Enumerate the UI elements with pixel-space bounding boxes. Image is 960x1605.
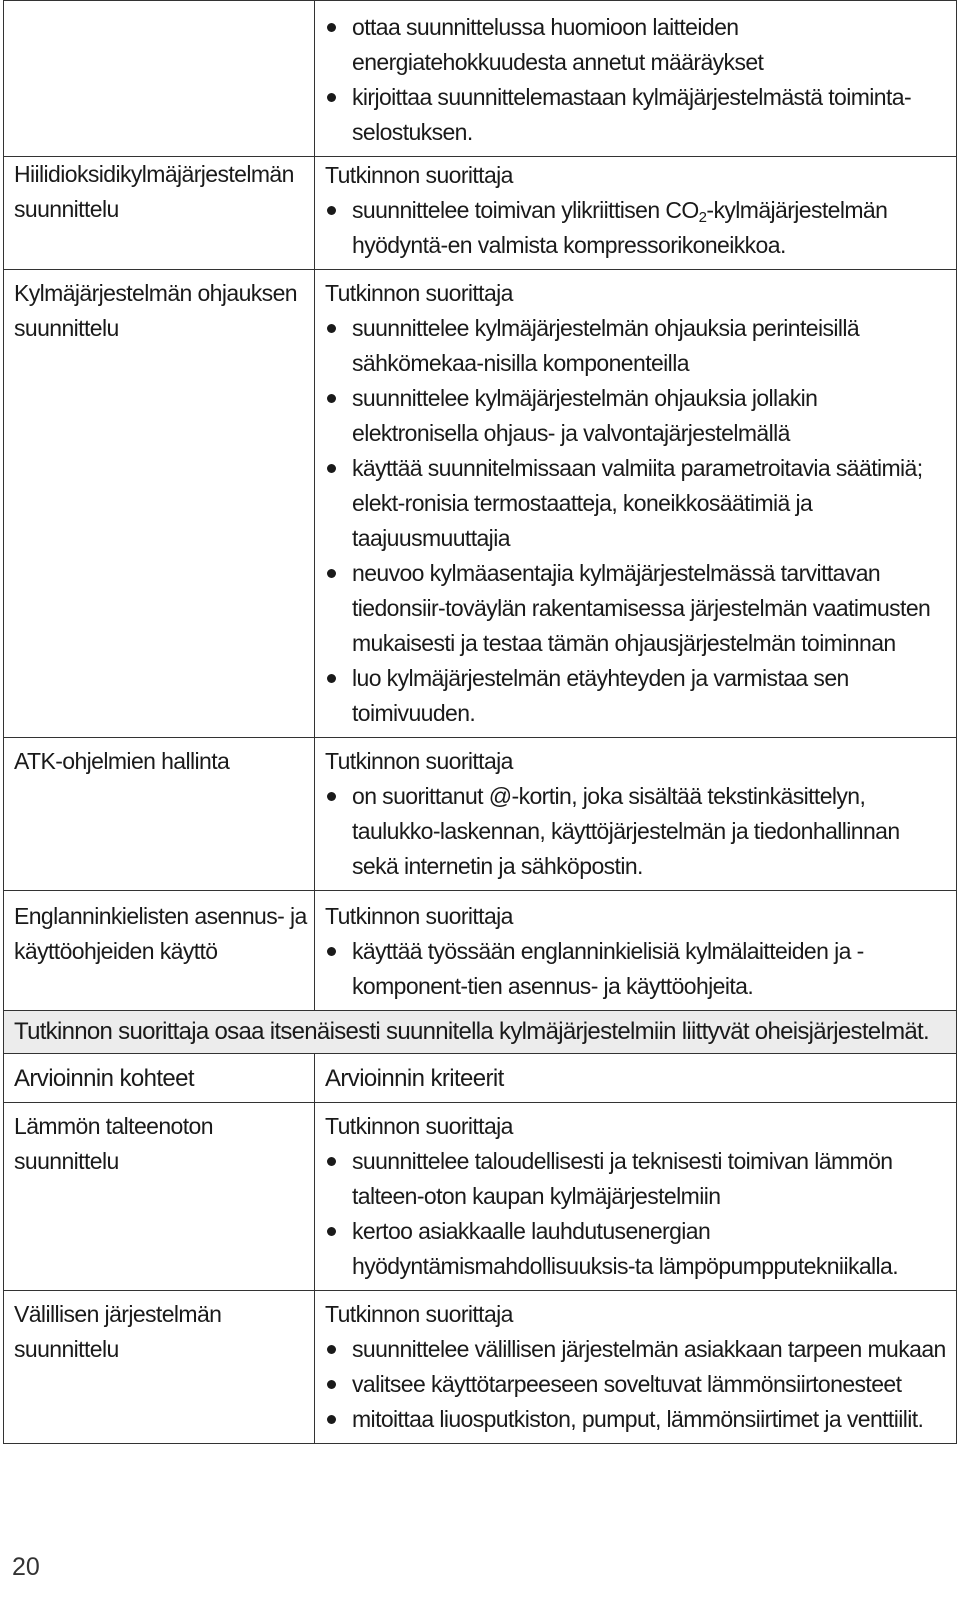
assessment-criteria-cell	[315, 1291, 957, 1444]
assessment-criteria-cell	[315, 891, 957, 1011]
criteria-list	[325, 1144, 948, 1284]
table-row	[4, 270, 957, 738]
criteria-heading: Tutkinnon suorittaja	[325, 162, 513, 188]
assessment-target-label: Välillisen järjestelmän suunnittelu	[14, 1301, 222, 1362]
table-row	[4, 891, 957, 1011]
list-item: suunnittelee taloudellisesti ja teknisesti toimivan lämmön talteen-oton kaupan kylmäjärjestelmiin	[325, 1144, 948, 1214]
page-number: 20	[12, 1553, 40, 1581]
column-header-row	[4, 1054, 957, 1103]
assessment-target-cell	[4, 891, 315, 1011]
list-item: kertoo asiakkaalle lauhdutusenergian hyödyntämismahdollisuuksis-ta lämpöpumpputekniikalla.	[325, 1214, 948, 1284]
list-item: luo kylmäjärjestelmän etäyhteyden ja varmistaa sen toimivuuden.	[325, 661, 948, 731]
list-item: käyttää suunnitelmissaan valmiita parametroitavia säätimiä; elekt-ronisia termostaatteja, koneikkosäätimiä ja taajuusmuuttajia	[325, 451, 948, 556]
criteria-heading: Tutkinnon suorittaja	[325, 748, 513, 774]
list-item: suunnittelee välillisen järjestelmän asiakkaan tarpeen mukaan	[325, 1332, 948, 1367]
co2-subscript: 2	[698, 209, 707, 226]
assessment-target-cell	[4, 738, 315, 891]
column-header-criteria: Arvioinnin kriteerit	[315, 1054, 957, 1103]
assessment-target-cell	[4, 157, 315, 270]
list-item: mitoittaa liuosputkiston, pumput, lämmönsiirtimet ja venttiilit.	[325, 1402, 948, 1437]
list-item: on suorittanut @-kortin, joka sisältää tekstinkäsittelyn, taulukko-laskennan, käyttöjärjestelmän ja tiedonhallinnan sekä internetin ja sähköpostin.	[325, 779, 948, 884]
criteria-document	[3, 0, 956, 1444]
criteria-list	[325, 1332, 948, 1437]
assessment-target-label: ATK-ohjelmien hallinta	[14, 748, 230, 774]
list-item: käyttää työssään englanninkielisiä kylmälaitteiden ja -komponent-tien asennus- ja käyttöohjeita.	[325, 934, 948, 1004]
table-row	[4, 738, 957, 891]
criteria-list	[325, 934, 948, 1004]
criteria-list	[325, 779, 948, 884]
assessment-criteria-cell	[315, 1, 957, 157]
list-item: kirjoittaa suunnittelemastaan kylmäjärjestelmästä toiminta-selostuksen.	[325, 80, 948, 150]
assessment-criteria-cell	[315, 270, 957, 738]
table-row	[4, 1103, 957, 1291]
criteria-heading: Tutkinnon suorittaja	[325, 903, 513, 929]
column-header-targets: Arvioinnin kohteet	[4, 1054, 315, 1103]
criteria-list	[325, 193, 948, 263]
assessment-table	[3, 0, 957, 1444]
list-item: neuvoo kylmäasentajia kylmäjärjestelmässä tarvittavan tiedonsiir-toväylän rakentamisessa järjestelmän vaatimusten mukaisesti ja testaa tämän ohjausjärjestelmän toiminnan	[325, 556, 948, 661]
assessment-target-label: Lämmön talteenoton suunnittelu	[14, 1113, 213, 1174]
table-row	[4, 157, 957, 270]
list-item: suunnittelee kylmäjärjestelmän ohjauksia jollakin elektronisella ohjaus- ja valvontajärjestelmällä	[325, 381, 948, 451]
section-title-row	[4, 1011, 957, 1054]
assessment-target-cell	[4, 1, 315, 157]
assessment-criteria-cell	[315, 1103, 957, 1291]
list-item	[325, 193, 948, 263]
assessment-criteria-cell	[315, 157, 957, 270]
criteria-list	[325, 10, 948, 150]
assessment-target-cell	[4, 270, 315, 738]
list-item: valitsee käyttötarpeeseen soveltuvat lämmönsiirtonesteet	[325, 1367, 948, 1402]
table-row	[4, 1291, 957, 1444]
assessment-target-label: Hiilidioksidikylmäjärjestelmän suunnittelu	[14, 161, 294, 222]
table-row	[4, 1, 957, 157]
co2-item-text: suunnittelee toimivan ylikriittisen CO	[352, 197, 699, 223]
criteria-heading: Tutkinnon suorittaja	[325, 1301, 513, 1327]
section-title: Tutkinnon suorittaja osaa itsenäisesti suunnitella kylmäjärjestelmiin liittyvät oheisjärjestelmät.	[4, 1011, 957, 1054]
assessment-criteria-cell	[315, 738, 957, 891]
co2-item-text-rest: -kylmäjärjestelmän hyödyntä-en valmista kompressorikoneikkoa.	[352, 197, 888, 258]
list-item: suunnittelee kylmäjärjestelmän ohjauksia perinteisillä sähkömekaa-nisilla komponenteilla	[325, 311, 948, 381]
assessment-target-label: Englanninkielisten asennus- ja käyttöohjeiden käyttö	[14, 903, 307, 964]
criteria-heading: Tutkinnon suorittaja	[325, 280, 513, 306]
criteria-heading: Tutkinnon suorittaja	[325, 1113, 513, 1139]
assessment-target-label: Kylmäjärjestelmän ohjauksen suunnittelu	[14, 280, 297, 341]
assessment-target-cell	[4, 1103, 315, 1291]
criteria-list	[325, 311, 948, 731]
list-item: ottaa suunnittelussa huomioon laitteiden energiatehokkuudesta annetut määräykset	[325, 10, 948, 80]
assessment-target-cell	[4, 1291, 315, 1444]
